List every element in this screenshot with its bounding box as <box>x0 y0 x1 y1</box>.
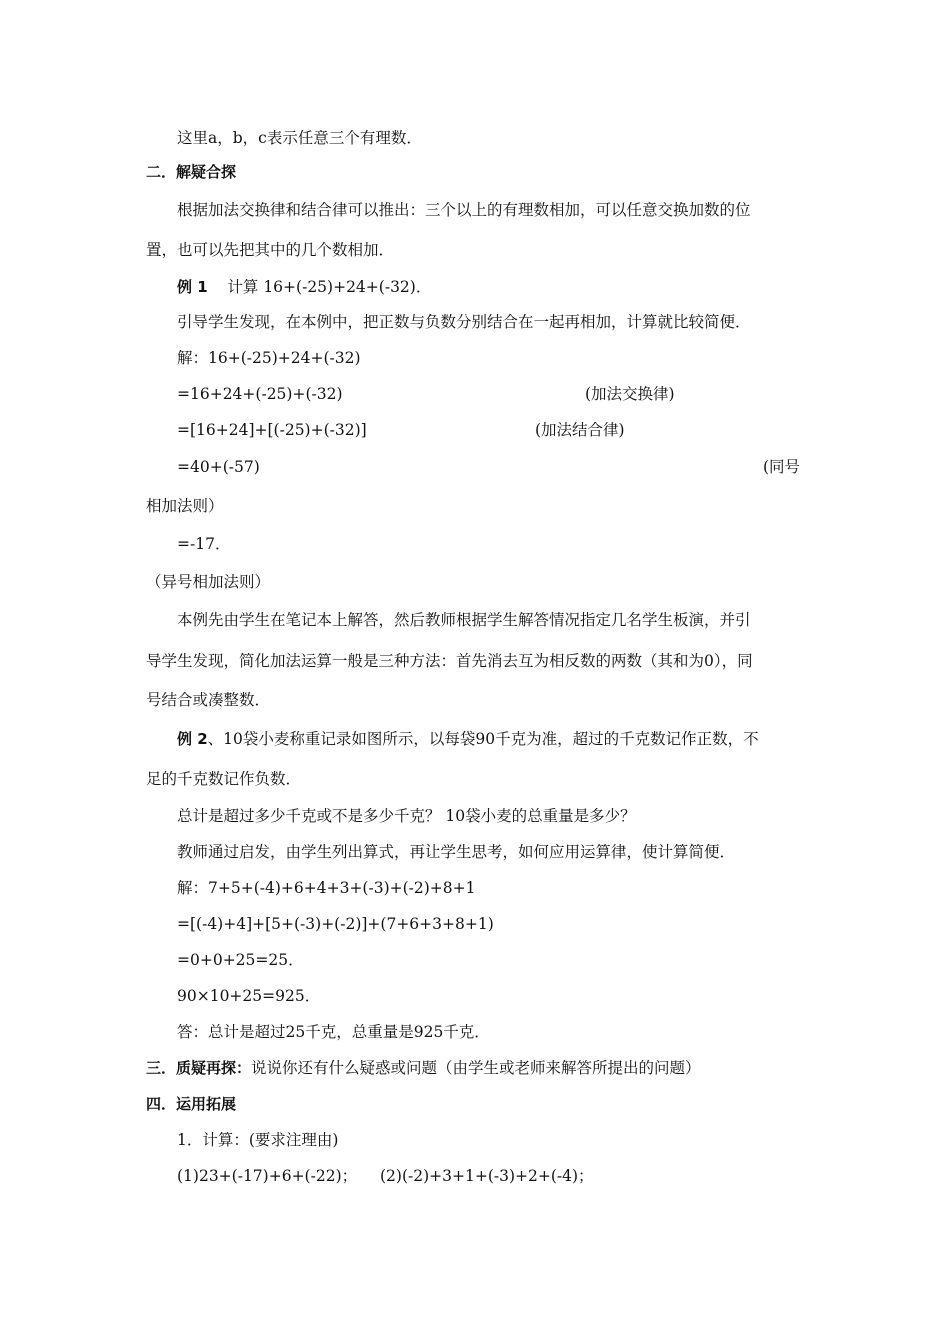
text-line-1: 这里a，b，c表示任意三个有理数． <box>177 129 422 147</box>
text-line-16: 足的千克数记作负数． <box>146 770 302 788</box>
solution-2-line-1: 解：7+5+(-4)+6+4+3+(-3)+(-2)+8+1 <box>177 879 476 897</box>
section-3-line <box>146 1058 701 1078</box>
text-line-12: 本例先由学生在笔记本上解答，然后教师根据学生解答情况指定几名学生板演，并引 <box>177 611 751 629</box>
solution-1-line-5: =-17． <box>177 535 231 553</box>
text-line-13: 导学生发现，简化加法运算一般是三种方法：首先消去互为相反数的两数（其和为0），同 <box>146 652 753 670</box>
solution-2-line-4: 90×10+25=925． <box>177 987 321 1005</box>
example-1-text: 计算 16+(-25)+24+(-32)． <box>227 278 432 296</box>
solution-1-line-3: =[16+24]+[(-25)+(-32)] <box>177 421 367 439</box>
note-same-sign: (同号 <box>763 458 801 476</box>
example-1-label: 例 1 <box>177 278 208 296</box>
exercise-2: (2)(-2)+3+1+(-3)+2+(-4)； <box>380 1167 594 1185</box>
solution-2-line-2: =[(-4)+4]+[5+(-3)+(-2)]+(7+6+3+8+1) <box>177 915 494 933</box>
solution-1-line-1: 解：16+(-25)+24+(-32) <box>177 349 361 367</box>
text-line-2: 根据加法交换律和结合律可以推出：三个以上的有理数相加，可以任意交换加数的位 <box>177 201 751 219</box>
exercise-intro: 1．计算：(要求注理由) <box>177 1131 339 1149</box>
solution-1-line-2: =16+24+(-25)+(-32) <box>177 385 343 403</box>
text-line-5: 引导学生发现，在本例中，把正数与负数分别结合在一起再相加，计算就比较简便． <box>177 313 751 331</box>
note-commutative: (加法交换律) <box>585 385 675 403</box>
heading-section-3: 三．质疑再探： <box>146 1059 252 1077</box>
text-line-18: 教师通过启发，由学生列出算式，再让学生思考，如何应用运算律，使计算简便． <box>177 843 736 861</box>
exercise-1: (1)23+(-17)+6+(-22)； <box>177 1167 358 1185</box>
example-2-line <box>177 729 759 749</box>
solution-2-line-3: =0+0+25=25． <box>177 951 304 969</box>
note-associative: (加法结合律) <box>535 421 625 439</box>
heading-section-2: 二．解疑合探 <box>146 163 237 181</box>
text-line-3: 置，也可以先把其中的几个数相加． <box>146 241 395 259</box>
solution-1-line-4: =40+(-57) <box>177 458 260 476</box>
note-different-sign: （异号相加法则） <box>146 573 271 591</box>
example-1-line <box>177 277 431 297</box>
note-same-sign-cont: 相加法则） <box>146 497 224 515</box>
text-line-17: 总计是超过多少千克或不是多少千克？ 10袋小麦的总重量是多少？ <box>177 807 636 825</box>
heading-section-4: 四．运用拓展 <box>146 1095 237 1113</box>
example-2-label: 例 2 <box>177 730 208 748</box>
answer-line: 答：总计是超过25千克，总重量是925千克． <box>177 1023 490 1041</box>
section-3-text: 说说你还有什么疑惑或问题（由学生或老师来解答所提出的问题） <box>251 1059 701 1077</box>
example-2-text: 、10袋小麦称重记录如图所示，以每袋90千克为准，超过的千克数记作正数，不 <box>207 730 759 748</box>
text-line-14: 号结合或凑整数． <box>146 691 271 709</box>
